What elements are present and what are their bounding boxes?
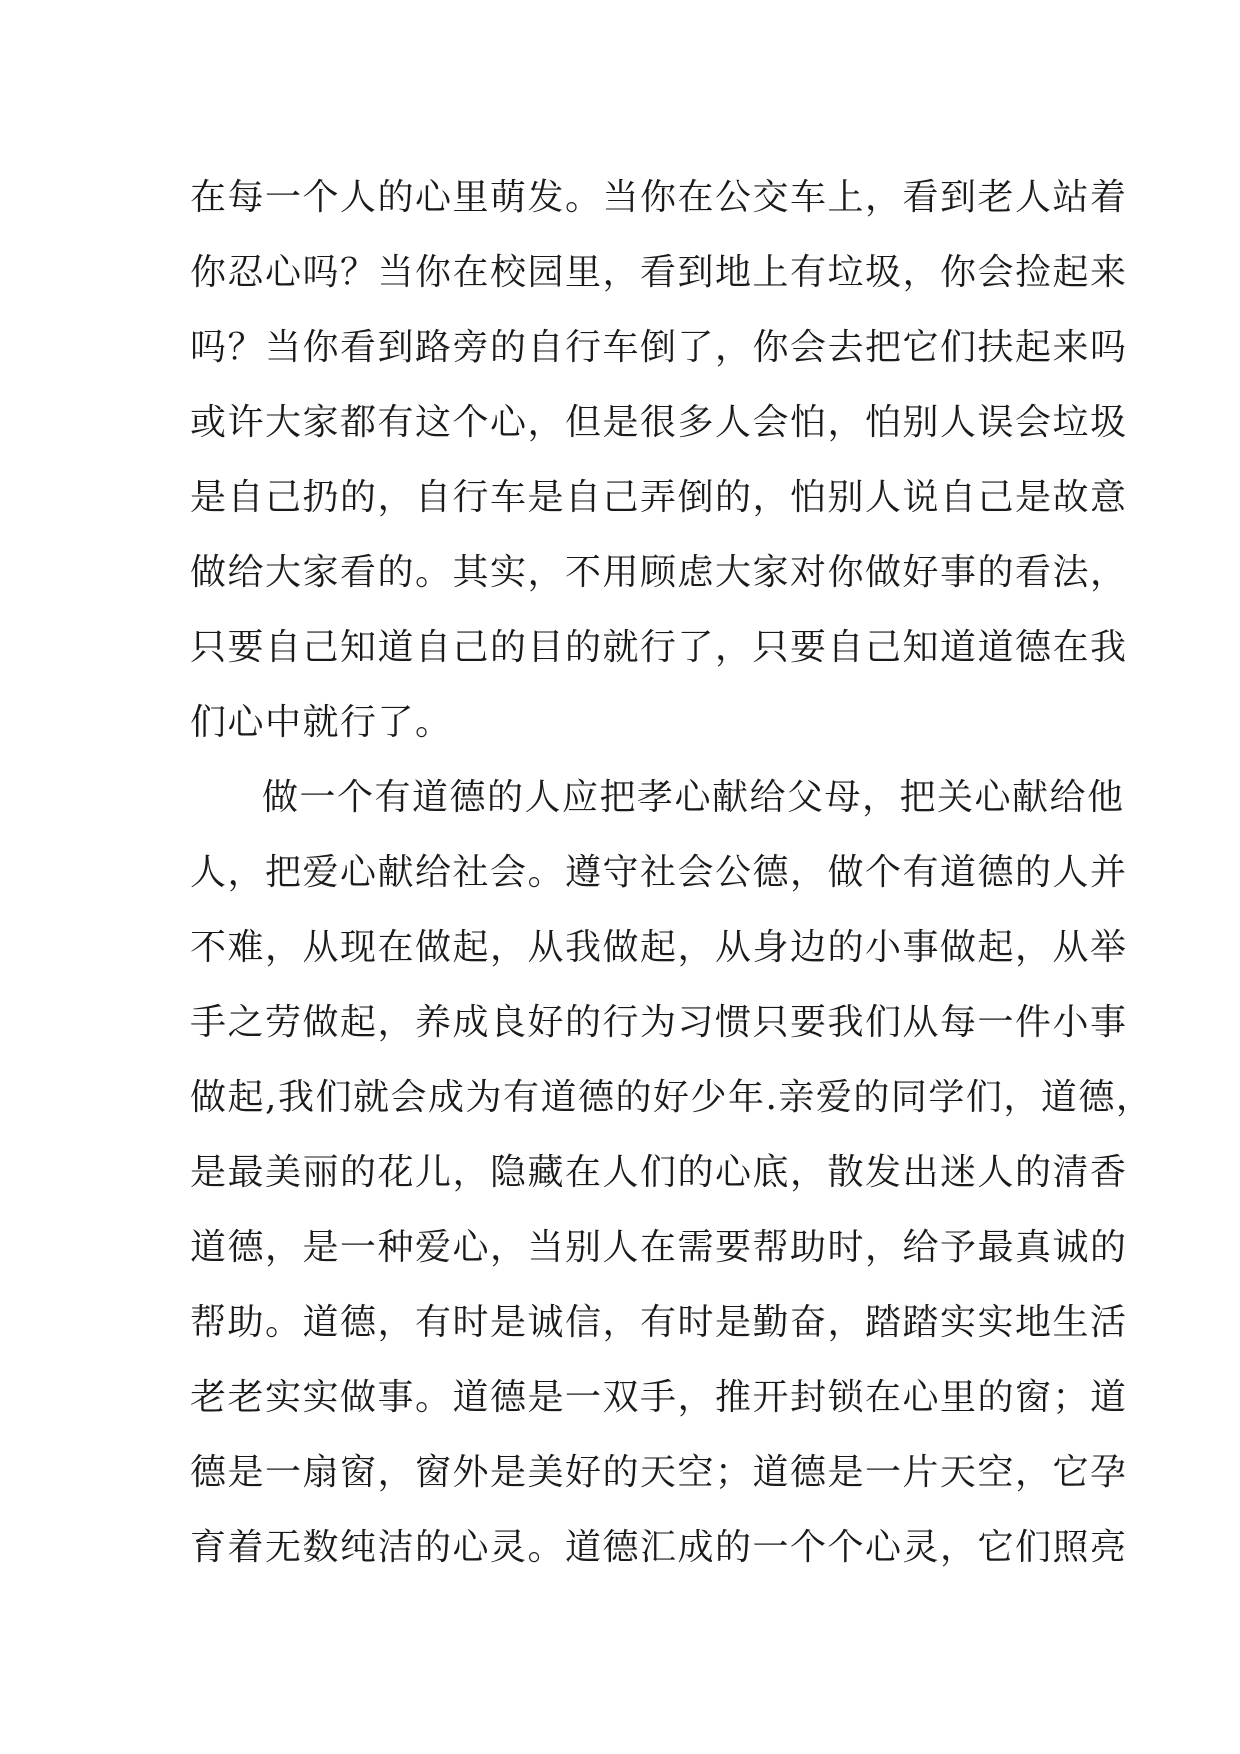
text-line: 或许大家都有这个心，但是很多人会怕，怕别人误会垃圾 bbox=[190, 402, 1128, 443]
text-line: 做起,我们就会成为有道德的好少年.亲爱的同学们，道德， bbox=[190, 1077, 1154, 1118]
paragraph-first-line: 做一个有道德的人应把孝心献给父母，把关心献给他 bbox=[262, 777, 1125, 818]
text-line: 人，把爱心献给社会。遵守社会公德，做个有道德的人并 bbox=[190, 852, 1128, 893]
text-line: 育着无数纯洁的心灵。道德汇成的一个个心灵，它们照亮 bbox=[190, 1527, 1128, 1568]
text-line: 你忍心吗？当你在校园里，看到地上有垃圾，你会捡起来 bbox=[190, 252, 1128, 293]
text-line: 们心中就行了。 bbox=[190, 702, 453, 743]
text-line: 是最美丽的花儿，隐藏在人们的心底，散发出迷人的清香 bbox=[190, 1152, 1128, 1193]
text-line: 在每一个人的心里萌发。当你在公交车上，看到老人站着 bbox=[190, 177, 1128, 218]
text-line: 手之劳做起，养成良好的行为习惯只要我们从每一件小事 bbox=[190, 1002, 1128, 1043]
text-line: 只要自己知道自己的目的就行了，只要自己知道道德在我 bbox=[190, 627, 1128, 668]
text-line: 道德，是一种爱心，当别人在需要帮助时，给予最真诚的 bbox=[190, 1227, 1128, 1268]
text-line: 吗？当你看到路旁的自行车倒了，你会去把它们扶起来吗 bbox=[190, 327, 1128, 368]
text-line: 做给大家看的。其实，不用顾虑大家对你做好事的看法， bbox=[190, 552, 1128, 593]
text-line: 不难，从现在做起，从我做起，从身边的小事做起，从举 bbox=[190, 927, 1128, 968]
text-line: 德是一扇窗，窗外是美好的天空；道德是一片天空，它孕 bbox=[190, 1452, 1128, 1493]
text-line: 是自己扔的，自行车是自己弄倒的，怕别人说自己是故意 bbox=[190, 477, 1128, 518]
text-line: 帮助。道德，有时是诚信，有时是勤奋，踏踏实实地生活 bbox=[190, 1302, 1128, 1343]
text-line: 老老实实做事。道德是一双手，推开封锁在心里的窗；道 bbox=[190, 1377, 1128, 1418]
